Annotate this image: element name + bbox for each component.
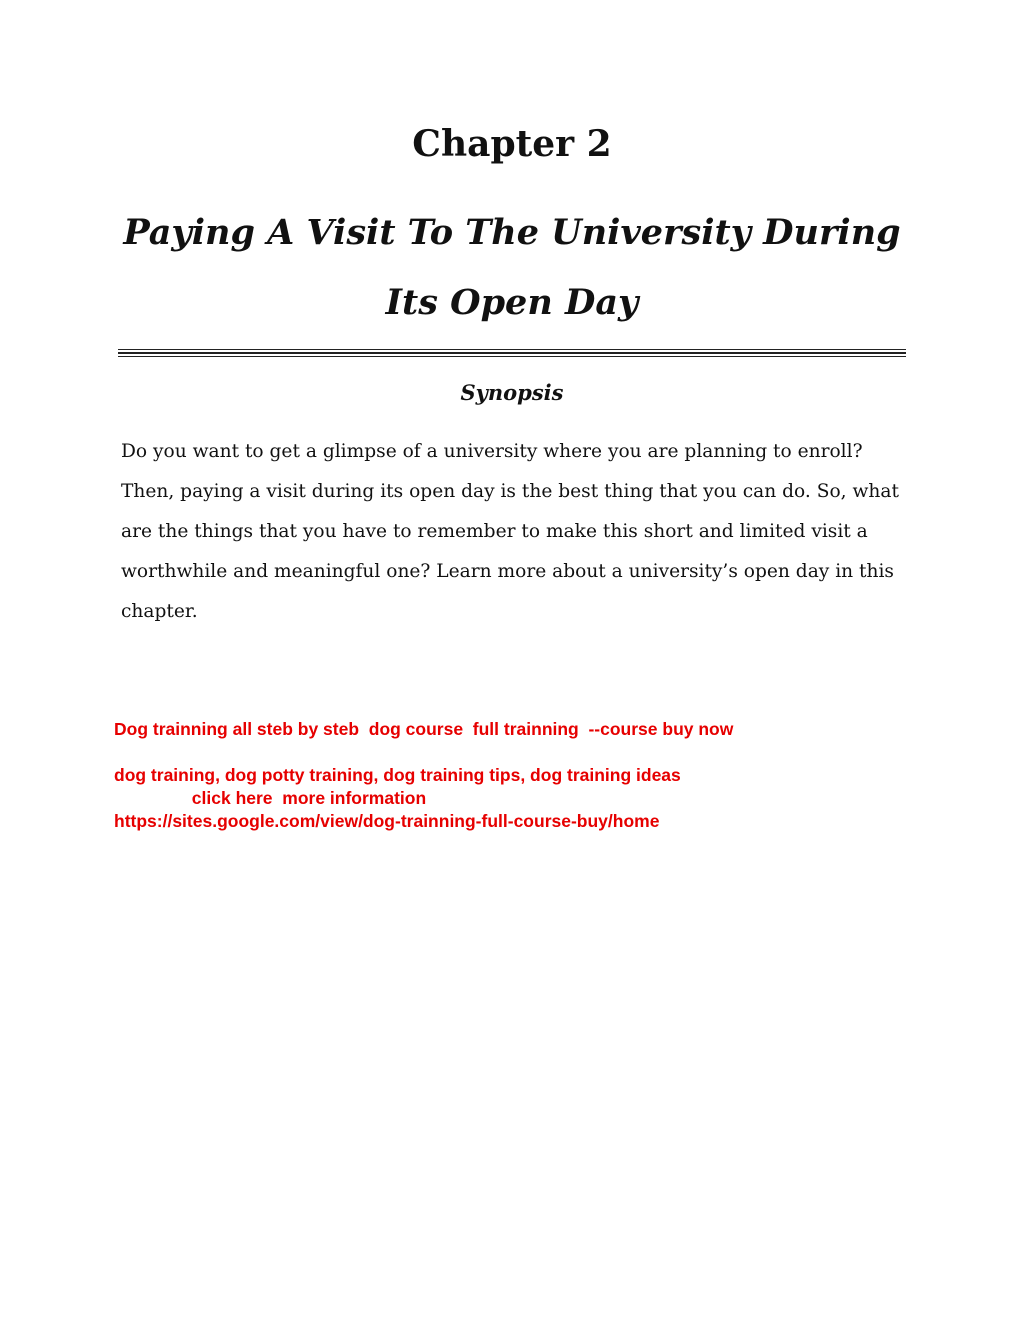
promo-click-here[interactable]: click here more information xyxy=(114,788,427,808)
synopsis-heading: Synopsis xyxy=(460,380,564,405)
promo-keywords: dog training, dog potty training, dog training tips, dog training ideas xyxy=(114,765,681,785)
chapter-subtitle: Paying A Visit To The University During Its Open Day xyxy=(123,212,901,323)
promo-link[interactable]: https://sites.google.com/view/dog-trainning-full-course-buy/home xyxy=(114,811,660,831)
synopsis-body: Do you want to get a glimpse of a university where you are planning to enroll? Then, paying a visit during its open day is the best thing that you can do. So, what are the things that you have to remember to make this short and limited visit a worthwhile and meaningful one? Learn more about a university’s open day in this chapter. xyxy=(121,441,899,622)
section-divider xyxy=(118,349,906,359)
promo-headline: Dog trainning all steb by steb dog course full trainning --course buy now xyxy=(114,719,734,739)
chapter-title: Chapter 2 xyxy=(412,123,612,165)
